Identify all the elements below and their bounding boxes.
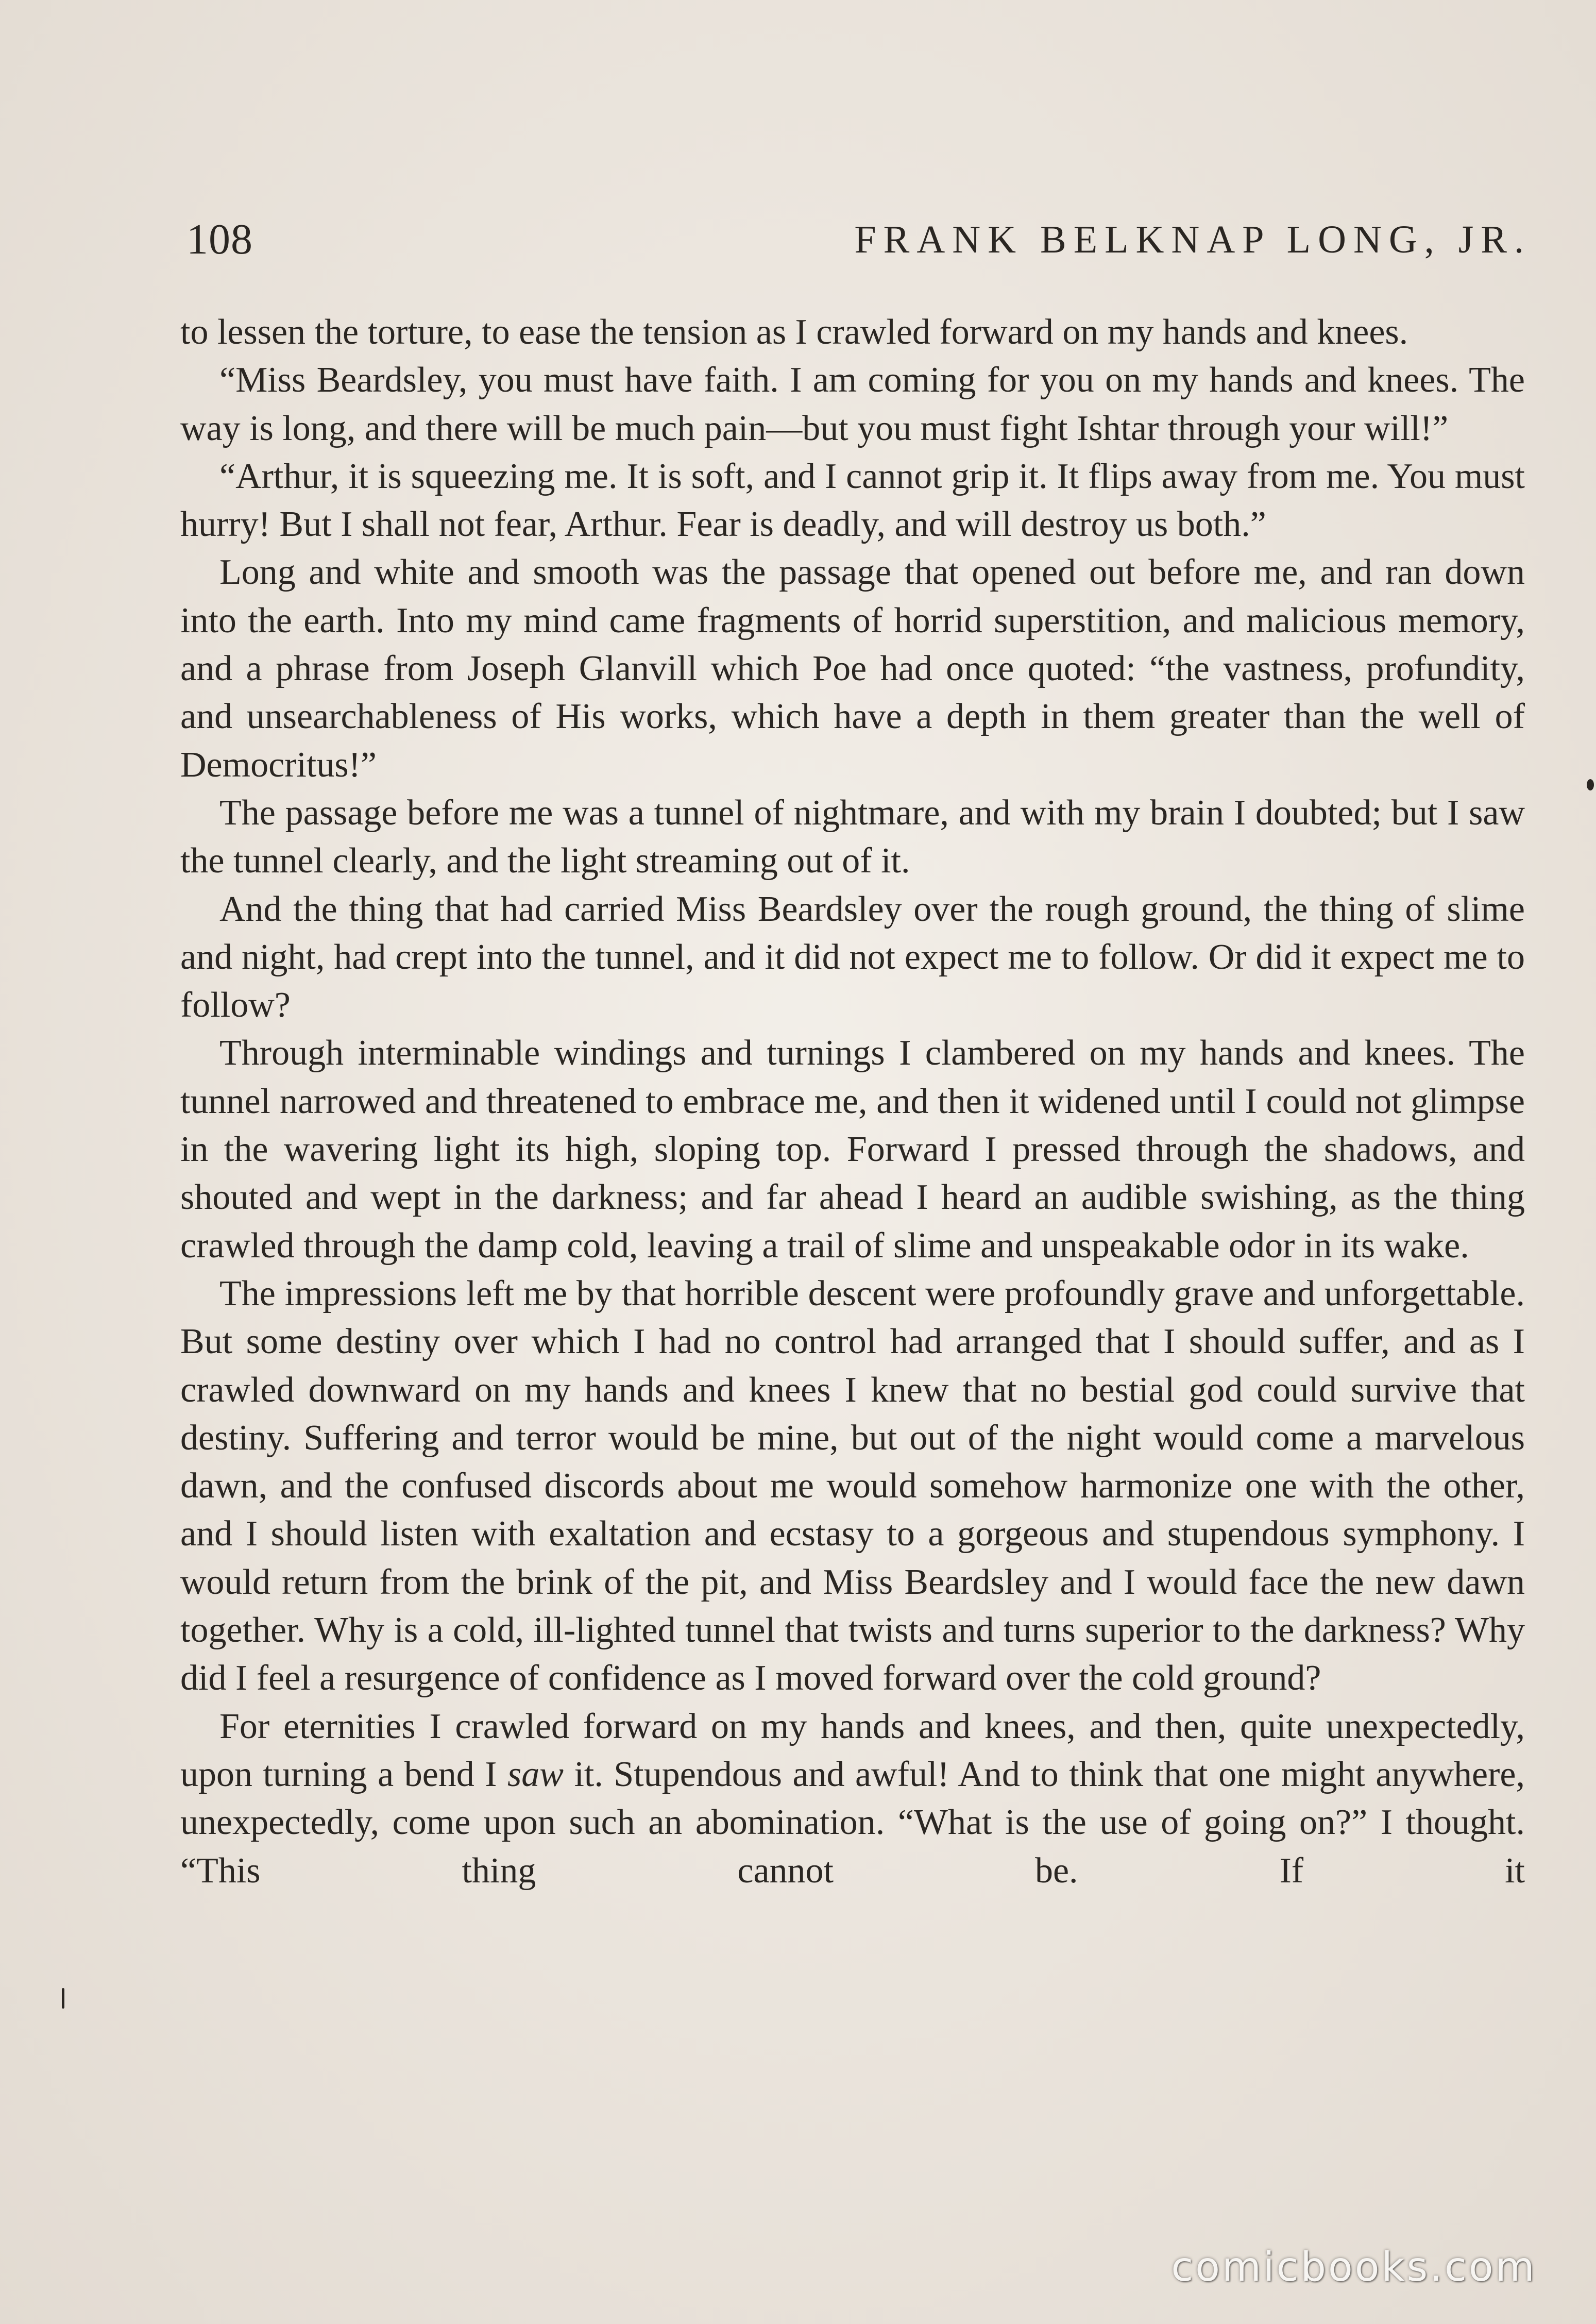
ink-speck	[62, 1988, 64, 2009]
paragraph-last	[180, 1703, 1525, 1895]
body-text	[180, 308, 1525, 1895]
paragraph: And the thing that had carried Miss Beardsley over the rough ground, the thing of slime and night, had crept into the tunnel, and it did not expect me to follow. Or did it expect me to follow?	[180, 889, 1525, 1025]
paragraph: The passage before me was a tunnel of nightmare, and with my brain I doubted; but I saw the tunnel clearly, and the light streaming out of it.	[180, 793, 1525, 881]
paragraph: “Miss Beardsley, you must have faith. I am coming for you on my hands and knees. The way is long, and there will be much pain—but you must fight Ishtar through your will!”	[180, 360, 1525, 448]
italic-word: saw	[507, 1754, 564, 1794]
paragraph: Through interminable windings and turnings I clambered on my hands and knees. The tunnel narrowed and threatened to embrace me, and then it widened until I could not glimpse in the wavering light its high, sloping top. Forward I pressed through the shadows, and shouted and wept in the darkness; and far ahead I heard an audible swishing, as the thing crawled through the damp cold, leaving a trail of slime and unspeakable odor in its wake.	[180, 1033, 1525, 1266]
watermark: comicbooks.com	[1171, 2244, 1537, 2291]
text-run: For eternities I crawled forward on my hands and knees, and then, quite unexpectedly, upon turning a bend I	[180, 1706, 1525, 1794]
paragraph: The impressions left me by that horrible descent were profoundly grave and unforgettable. But some destiny over which I had no control had arranged that I should suffer, and as I crawled downward on my hands and knees I knew that no bestial god could survive that destiny. Suffering and terror would be mine, but out of the night would come a marvelous dawn, and the confused discords about me would somehow harmonize one with the other, and I should listen with exaltation and ecstasy to a gorgeous and stupendous symphony. I would return from the brink of the pit, and Miss Beardsley and I would face the new dawn together. Why is a cold, ill-lighted tunnel that twists and turns superior to the darkness? Why did I feel a resurgence of confidence as I moved forward over the cold ground?	[180, 1273, 1525, 1698]
running-head: FRANK BELKNAP LONG, JR.	[854, 218, 1531, 261]
text-run: it. Stupendous and awful! And to think that one might anywhere, unexpectedly, come upon such an abomination. “What is the use of going on?” I thought. “This thing cannot be. If it	[180, 1754, 1525, 1891]
page-header	[181, 209, 1531, 271]
ink-speck	[1587, 779, 1594, 790]
page-number: 108	[186, 215, 253, 263]
paragraph: “Arthur, it is squeezing me. It is soft, and I cannot grip it. It flips away from me. You must hurry! But I shall not fear, Arthur. Fear is deadly, and will destroy us both.”	[180, 456, 1525, 545]
paragraph: to lessen the torture, to ease the tension as I crawled forward on my hands and knees.	[180, 312, 1408, 352]
paragraph: Long and white and smooth was the passage that opened out before me, and ran down into the earth. Into my mind came fragments of horrid superstition, and malicious memory, and a phrase from Joseph Glanvill which Poe had once quoted: “the vastness, profundity, and unsearchableness of His works, which have a depth in them greater than the well of Democritus!”	[180, 552, 1525, 785]
